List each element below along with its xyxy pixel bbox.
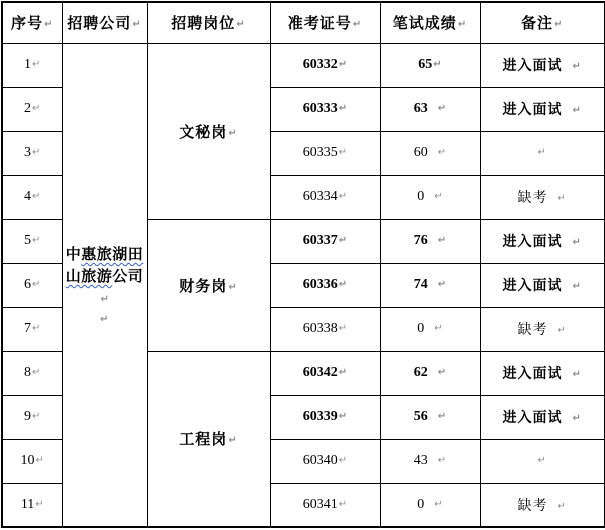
return-mark-icon: ↵ — [228, 127, 238, 139]
ticket-cell: 60335↵ — [270, 131, 380, 175]
remark-cell: 缺考 ↵ — [480, 175, 605, 219]
col-header-position: 招聘岗位↵ — [147, 2, 270, 43]
company-cell — [62, 43, 147, 527]
score-cell: 0 ↵ — [380, 307, 480, 351]
serial-cell: 11↵ — [2, 483, 62, 527]
return-mark-icon: ↵ — [457, 19, 468, 31]
spellcheck-underline: 山旅游 — [65, 268, 113, 285]
return-mark-icon: ↵ — [557, 325, 567, 336]
position-cell-finance: 财务岗↵ — [147, 219, 270, 351]
serial-cell: 1↵ — [2, 43, 62, 87]
return-mark-icon: ↵ — [437, 147, 447, 158]
return-mark-icon: ↵ — [32, 367, 41, 378]
serial-cell: 10↵ — [2, 439, 62, 483]
score-cell: 62 ↵ — [380, 351, 480, 395]
score-cell: 76 ↵ — [380, 219, 480, 263]
col-header-remark: 备注↵ — [480, 2, 605, 43]
return-mark-icon: ↵ — [557, 193, 567, 204]
return-mark-icon: ↵ — [132, 19, 142, 31]
remark-cell — [480, 131, 605, 175]
company-name: 中惠旅湖田山旅游公司↵ — [65, 246, 144, 305]
return-mark-icon: ↵ — [437, 235, 447, 246]
col-header-score: 笔试成绩↵ — [380, 2, 480, 43]
return-mark-icon: ↵ — [338, 367, 348, 378]
serial-cell: 4↵ — [2, 175, 62, 219]
return-mark-icon: ↵ — [537, 147, 547, 158]
return-mark-icon: ↵ — [338, 455, 348, 466]
remark-cell: 进入面试 ↵ — [480, 219, 605, 263]
return-mark-icon: ↵ — [32, 147, 41, 158]
return-mark-icon: ↵ — [100, 313, 109, 325]
score-cell: 56 ↵ — [380, 395, 480, 439]
score-cell: 63 ↵ — [380, 87, 480, 131]
remark-cell: 进入面试 ↵ — [480, 263, 605, 307]
return-mark-icon: ↵ — [100, 293, 110, 305]
return-mark-icon: ↵ — [228, 435, 238, 447]
return-mark-icon: ↵ — [338, 59, 348, 70]
return-mark-icon: ↵ — [572, 237, 582, 248]
serial-cell: 3↵ — [2, 131, 62, 175]
return-mark-icon: ↵ — [338, 411, 348, 422]
return-mark-icon: ↵ — [437, 279, 447, 290]
return-mark-icon: ↵ — [338, 103, 348, 114]
remark-cell — [480, 439, 605, 483]
return-mark-icon: ↵ — [433, 59, 442, 70]
ticket-cell: 60341↵ — [270, 483, 380, 527]
return-mark-icon: ↵ — [437, 411, 447, 422]
return-mark-icon: ↵ — [338, 498, 348, 510]
remark-cell: 缺考 ↵ — [480, 307, 605, 351]
ticket-cell: 60337↵ — [270, 219, 380, 263]
return-mark-icon: ↵ — [35, 455, 44, 466]
return-mark-icon: ↵ — [338, 147, 348, 158]
score-cell: 65↵ — [380, 43, 480, 87]
return-mark-icon: ↵ — [338, 279, 348, 290]
remark-cell: 进入面试 ↵ — [480, 87, 605, 131]
return-mark-icon: ↵ — [32, 191, 41, 202]
position-cell-secretary: 文秘岗↵ — [147, 43, 270, 219]
header-row — [2, 2, 605, 43]
ticket-cell: 60342↵ — [270, 351, 380, 395]
serial-cell: 5↵ — [2, 219, 62, 263]
position-cell-engineering: 工程岗↵ — [147, 351, 270, 527]
return-mark-icon: ↵ — [338, 191, 348, 202]
return-mark-icon: ↵ — [572, 369, 582, 380]
ticket-cell: 60339↵ — [270, 395, 380, 439]
col-header-serial: 序号↵ — [2, 2, 62, 43]
score-cell: 60 ↵ — [380, 131, 480, 175]
return-mark-icon: ↵ — [32, 323, 41, 334]
return-mark-icon: ↵ — [572, 281, 582, 292]
score-cell: 0 ↵ — [380, 483, 480, 527]
return-mark-icon: ↵ — [32, 103, 41, 114]
col-header-company: 招聘公司↵ — [62, 2, 147, 43]
serial-cell: 9↵ — [2, 395, 62, 439]
table-row — [2, 43, 605, 87]
empty-paragraph — [63, 313, 147, 326]
remark-cell: 进入面试 ↵ — [480, 395, 605, 439]
return-mark-icon: ↵ — [44, 19, 54, 31]
return-mark-icon: ↵ — [352, 19, 363, 31]
return-mark-icon: ↵ — [572, 105, 582, 116]
col-header-ticket: 准考证号↵ — [270, 2, 380, 43]
exam-results-table — [1, 1, 605, 528]
ticket-cell: 60338↵ — [270, 307, 380, 351]
serial-cell: 8↵ — [2, 351, 62, 395]
remark-cell: 缺考 ↵ — [480, 483, 605, 527]
return-mark-icon: ↵ — [437, 367, 447, 378]
remark-cell: 进入面试 ↵ — [480, 351, 605, 395]
return-mark-icon: ↵ — [338, 323, 348, 334]
ticket-cell: 60336↵ — [270, 263, 380, 307]
serial-cell: 7↵ — [2, 307, 62, 351]
return-mark-icon: ↵ — [32, 59, 41, 70]
ticket-cell: 60340↵ — [270, 439, 380, 483]
ticket-cell: 60334↵ — [270, 175, 380, 219]
return-mark-icon: ↵ — [554, 19, 564, 31]
ticket-cell: 60333↵ — [270, 87, 380, 131]
ticket-cell: 60332↵ — [270, 43, 380, 87]
return-mark-icon: ↵ — [437, 455, 447, 466]
return-mark-icon: ↵ — [35, 498, 44, 510]
score-cell: 43 ↵ — [380, 439, 480, 483]
return-mark-icon: ↵ — [434, 191, 443, 202]
score-cell: 0 ↵ — [380, 175, 480, 219]
return-mark-icon: ↵ — [32, 235, 41, 246]
return-mark-icon: ↵ — [236, 19, 246, 31]
return-mark-icon: ↵ — [437, 103, 447, 114]
return-mark-icon: ↵ — [32, 411, 41, 422]
return-mark-icon: ↵ — [434, 323, 443, 334]
score-cell: 74 ↵ — [380, 263, 480, 307]
return-mark-icon: ↵ — [572, 61, 582, 72]
return-mark-icon: ↵ — [572, 413, 582, 424]
return-mark-icon: ↵ — [557, 500, 567, 512]
return-mark-icon: ↵ — [434, 498, 443, 510]
return-mark-icon: ↵ — [228, 281, 238, 293]
return-mark-icon: ↵ — [338, 235, 348, 246]
serial-cell: 2↵ — [2, 87, 62, 131]
spellcheck-underline: 惠旅湖田 — [81, 246, 144, 263]
remark-cell: 进入面试 ↵ — [480, 43, 605, 87]
serial-cell: 6↵ — [2, 263, 62, 307]
return-mark-icon: ↵ — [537, 455, 547, 466]
return-mark-icon: ↵ — [32, 279, 41, 290]
